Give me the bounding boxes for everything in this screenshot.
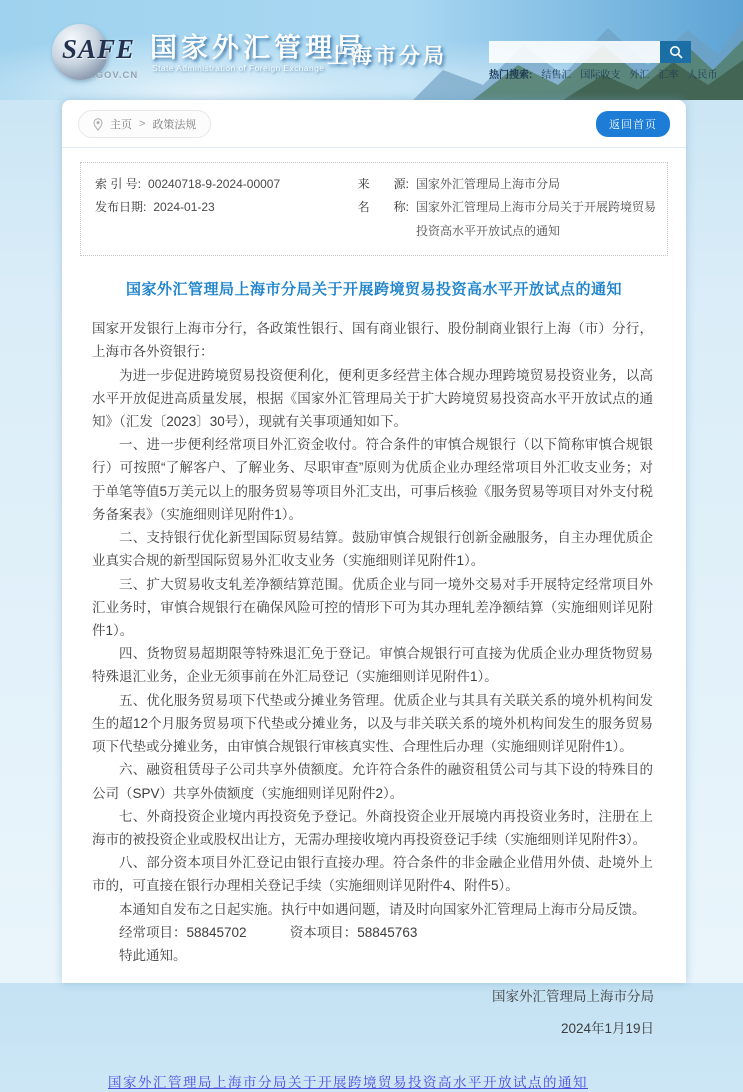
hot-search-row [489, 66, 717, 81]
site-title-english: State Administration of Foreign Exchange [152, 63, 325, 73]
breadcrumb-section-link[interactable]: 政策法规 [152, 119, 197, 131]
meta-source-value: 国家外汇管理局上海市分局 [416, 177, 561, 191]
hot-search-link[interactable]: 人民币 [687, 70, 718, 81]
safe-logo [50, 20, 160, 90]
contact-capital-label: 资本项目： [289, 924, 358, 940]
meta-date-value: 2024-01-23 [153, 200, 215, 215]
attachment-link[interactable]: 国家外汇管理局上海市分局关于开展跨境贸易投资高水平开放试点的通知 [108, 1074, 588, 1090]
search-button[interactable] [660, 41, 691, 63]
contact-capital-value: 58845763 [357, 924, 418, 940]
article-paragraph: 七、外商投资企业境内再投资免予登记。外商投资企业开展境内再投资业务时，注册在上海市的被投资企业或股权出让方，无需办理接收境内再投资登记手续（实施细则详见附件3）。 [92, 808, 653, 847]
search-bar [489, 41, 691, 63]
hot-search-link[interactable]: 外汇 [629, 70, 650, 81]
article-paragraph: 二、支持银行优化新型国际贸易结算。鼓励审慎合规银行创新金融服务，自主办理优质企业真实合规的新型国际贸易外汇收支业务（实施细则详见附件1）。 [92, 530, 653, 569]
branch-title: 上海市分局 [327, 45, 447, 68]
safe-logo-gov-text: .GOV.CN [92, 70, 139, 81]
location-pin-icon [93, 118, 103, 131]
article-paragraph: 为进一步促进跨境贸易投资便利化，便利更多经营主体合规办理跨境贸易投资业务，以高水平开放促进高质量发展，根据《国家外汇管理局关于扩大跨境贸易投资高水平开放试点的通知》（汇发〔2023〕30号），现就有关事项通知如下。 [92, 367, 653, 430]
article-paragraph: 三、扩大贸易收支轧差净额结算范围。优质企业与同一境外交易对手开展特定经常项目外汇业务时，审慎合规银行在确保风险可控的情形下可为其办理轧差净额结算（实施细则详见附件1）。 [92, 576, 653, 639]
back-home-button[interactable]: 返回首页 [596, 111, 670, 137]
meta-date-row [95, 196, 352, 219]
hot-search-link[interactable]: 国际收支 [580, 70, 621, 81]
contact-current-value: 58845702 [186, 924, 247, 940]
meta-left-column [95, 173, 352, 243]
meta-source-label: 来 源: [357, 177, 410, 191]
article-paragraph: 五、优化服务贸易项下代垫或分摊业务管理。优质企业与其具有关联关系的境外机构间发生的超12个月服务贸易项下代垫或分摊业务，以及与非关联关系的境外机构间发生的服务贸易项下代垫或分摊业务，由审慎合规银行审核真实性、合理性后办理（实施细则详见附件1）。 [92, 692, 653, 755]
article-paragraphs [92, 364, 653, 921]
breadcrumb-separator: > [139, 118, 146, 130]
meta-name-row [358, 196, 659, 243]
document-meta-box [80, 162, 668, 256]
article-paragraph: 六、融资租赁母子公司共享外债额度。允许符合条件的融资租赁公司与其下设的特殊目的公司（SPV）共享外债额度（实施细则详见附件2）。 [92, 762, 653, 801]
article-addressee: 国家开发银行上海市分行，各政策性银行、国有商业银行、股份制商业银行上海（市）分行，上海市各外资银行： [92, 321, 653, 360]
meta-index-row [95, 173, 352, 196]
content-card [62, 100, 686, 1090]
article-closing: 特此通知。 [119, 948, 187, 964]
meta-name-label: 名 称: [357, 200, 410, 215]
article-paragraph: 四、货物贸易超期限等特殊退汇免于登记。审慎合规银行可直接为优质企业办理货物贸易特殊退汇业务，企业无须事前在外汇局登记（实施细则详见附件1）。 [92, 646, 653, 685]
signature-name: 国家外汇管理局上海市分局 [492, 989, 654, 1005]
article-paragraph: 本通知自发布之日起实施。执行中如遇问题，请及时向国家外汇管理局上海市分局反馈。 [119, 901, 646, 917]
hot-search-links [541, 66, 717, 81]
search-icon [669, 45, 683, 59]
signature-date: 2024年1月19日 [560, 1021, 654, 1037]
hot-search-link[interactable]: 结售汇 [541, 70, 572, 81]
attachment-area [62, 1045, 686, 1092]
meta-name-value: 国家外汇管理局上海市分局关于开展跨境贸易投资高水平开放试点的通知 [416, 200, 657, 238]
breadcrumb-bar [62, 100, 686, 148]
search-input[interactable] [489, 41, 660, 63]
breadcrumb [78, 110, 211, 138]
header-banner [0, 0, 743, 100]
meta-date-label: 发布日期: [95, 200, 147, 215]
meta-index-label: 索 引 号: [95, 177, 142, 191]
contact-line [92, 921, 653, 944]
article-body [62, 313, 686, 967]
article-title: 国家外汇管理局上海市分局关于开展跨境贸易投资高水平开放试点的通知 [125, 281, 622, 299]
article-paragraph: 八、部分资本项目外汇登记由银行直接办理。符合条件的非金融企业借用外债、赴境外上市的，可直接在银行办理相关登记手续（实施细则详见附件4、附件5）。 [92, 855, 653, 894]
site-title: 国家外汇管理局 [150, 33, 367, 63]
meta-source-row [358, 173, 659, 196]
meta-right-column [358, 173, 659, 243]
signature-block [62, 967, 686, 1044]
meta-index-value: 00240718-9-2024-00007 [148, 177, 281, 191]
hot-search-label: 热门搜索: [489, 70, 533, 81]
contact-current-label: 经常项目： [119, 924, 187, 940]
breadcrumb-home-link[interactable]: 主页 [110, 119, 132, 131]
hot-search-link[interactable]: 汇率 [658, 70, 679, 81]
safe-logo-text: SAFE [62, 34, 136, 64]
article-paragraph: 一、进一步便利经常项目外汇资金收付。符合条件的审慎合规银行（以下简称审慎合规银行）可按照“了解客户、了解业务、尽职审查”原则为优质企业办理经常项目外汇收支业务；对于单笔等值5万美元以上的服务贸易等项目外汇支出，可事后核验《服务贸易等项目对外支付税务备案表》（实施细则详见附件1）。 [92, 437, 654, 522]
